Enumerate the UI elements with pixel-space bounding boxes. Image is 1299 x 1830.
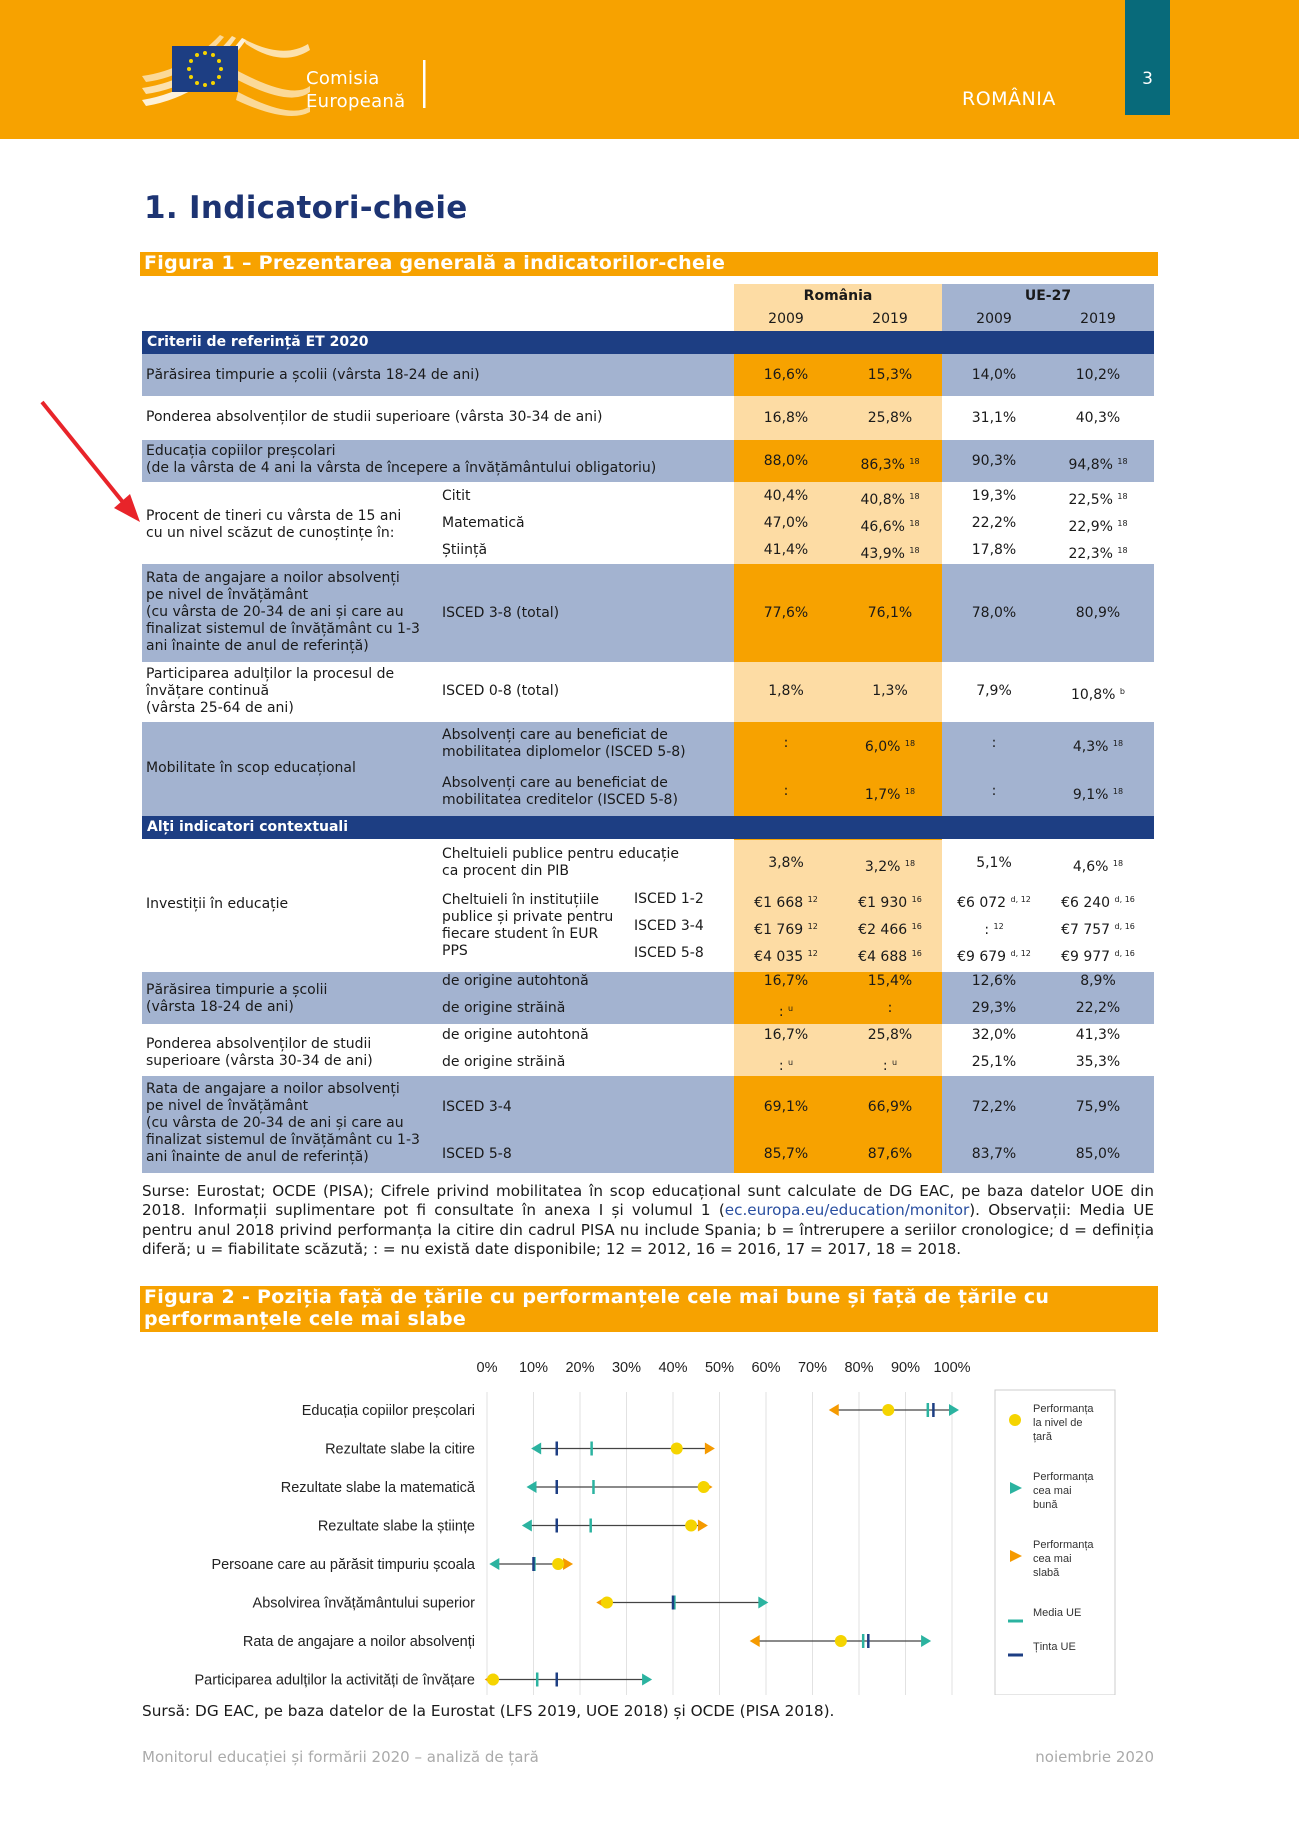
- col-romania: România: [803, 288, 873, 304]
- cell: : $^{12}$: [984, 922, 1004, 938]
- row-label: Investiții în educație: [146, 896, 289, 912]
- figure2-title: Figura 2 - Poziția față de țările cu performanțele cele mai bune și față de țările cu performanțele cele mai slabe: [140, 1286, 1158, 1332]
- cell: 4,6% $^{18}$: [1072, 859, 1124, 875]
- row-label: Părăsirea timpurie a școlii (vârsta 18-24 de ani): [146, 367, 480, 383]
- cell: 10,8% $^b$: [1070, 687, 1125, 703]
- sub-label: mobilitatea diplomelor (ISCED 5-8): [442, 744, 686, 760]
- row-label: pe nivel de învățământ: [146, 1098, 309, 1114]
- benchmark-position-chart: [130, 1350, 1130, 1695]
- cell: 72,2%: [971, 1099, 1017, 1115]
- cell: 47,0%: [763, 515, 809, 531]
- sub-label: Absolvenți care au beneficiat de: [442, 775, 668, 791]
- row-label: ani înainte de anul de referință): [146, 1149, 369, 1165]
- cell: 17,8%: [971, 542, 1017, 558]
- best-performance-marker: [921, 1635, 931, 1647]
- sub-label: de origine autohtonă: [442, 1027, 589, 1043]
- cell: 90,3%: [971, 453, 1017, 469]
- row-label: finalizat sistemul de învățământ cu 1-3: [146, 621, 420, 637]
- cell: 77,6%: [763, 605, 809, 621]
- cell: 22,2%: [971, 515, 1017, 531]
- row-label: Participarea adulților la procesul de: [146, 666, 395, 682]
- row-label: (de la vârsta de 4 ani la vârsta de începere a învățământului obligatoriu): [146, 460, 657, 476]
- cell: 25,8%: [867, 410, 913, 426]
- category-label: Absolvirea învățământului superior: [252, 1595, 475, 1612]
- country-performance-dot: [882, 1404, 894, 1416]
- sub-label: ca procent din PIB: [442, 863, 570, 879]
- cell: 32,0%: [971, 1027, 1017, 1043]
- row-label: Ponderea absolvenților de studii superioare (vârsta 30-34 de ani): [146, 409, 603, 425]
- legend-label: cea mai: [1033, 1485, 1072, 1497]
- country-label: ROMÂNIA: [962, 88, 1056, 110]
- country-performance-dot: [835, 1635, 847, 1647]
- cell: 22,3% $^{18}$: [1068, 546, 1128, 562]
- sub-label: ISCED 3-8 (total): [442, 605, 560, 621]
- legend-label: Performanța: [1033, 1471, 1094, 1483]
- legend-label: la nivel de: [1033, 1417, 1083, 1429]
- category-label: Persoane care au părăsit timpuriu școala: [211, 1557, 475, 1573]
- cell: 3,8%: [768, 855, 804, 871]
- best-performance-marker: [531, 1443, 541, 1455]
- country-performance-dot: [685, 1520, 697, 1532]
- sub-label: de origine străină: [442, 1000, 566, 1016]
- cell: 46,6% $^{18}$: [860, 519, 920, 535]
- cell: 1,7% $^{18}$: [864, 787, 916, 803]
- cell: : $^u$: [778, 1004, 794, 1020]
- legend-label: Media UE: [1033, 1607, 1082, 1619]
- sub-label: Știință: [442, 542, 488, 558]
- best-performance-marker: [522, 1520, 532, 1532]
- cell: 16,7%: [763, 973, 809, 989]
- sub-label: Citit: [442, 488, 471, 504]
- cell: 35,3%: [1075, 1054, 1121, 1070]
- cell: 83,7%: [971, 1146, 1017, 1162]
- sub-label: ISCED 3-4: [442, 1099, 512, 1115]
- annotation-arrow-icon: [38, 398, 148, 526]
- isced-label: ISCED 5-8: [634, 945, 704, 961]
- cell: 6,0% $^{18}$: [864, 739, 916, 755]
- legend-label: cea mai: [1033, 1553, 1072, 1565]
- worst-performance-marker: [698, 1520, 708, 1532]
- cell: : $^u$: [778, 1058, 794, 1074]
- cell: 15,4%: [867, 973, 913, 989]
- cell: 31,1%: [971, 410, 1017, 426]
- x-tick-label: 90%: [890, 1360, 921, 1376]
- sub-label: PPS: [442, 943, 468, 959]
- isced-label: ISCED 1-2: [634, 891, 704, 907]
- cell: 16,7%: [763, 1027, 809, 1043]
- x-tick-label: 80%: [844, 1360, 874, 1376]
- cell: 88,0%: [763, 453, 809, 469]
- cell: 16,8%: [763, 410, 809, 426]
- sub-label: Matematică: [442, 515, 525, 531]
- cell: :: [991, 735, 997, 751]
- sub-label: publice și private pentru: [442, 909, 614, 925]
- cell: 40,3%: [1075, 410, 1121, 426]
- legend-label: țară: [1033, 1431, 1052, 1443]
- cell: 66,9%: [867, 1099, 913, 1115]
- figure2-source: Sursă: DG EAC, pe baza datelor de la Eurostat (LFS 2019, UOE 2018) și OCDE (PISA 2018).: [142, 1702, 835, 1720]
- row-label: finalizat sistemul de învățământ cu 1-3: [146, 1132, 420, 1148]
- cell: €6 072 $^{d, 12}$: [957, 895, 1031, 911]
- row-label: (vârsta 25-64 de ani): [146, 700, 294, 716]
- sub-label: de origine străină: [442, 1054, 566, 1070]
- cell: 75,9%: [1075, 1099, 1121, 1115]
- x-tick-label: 60%: [751, 1360, 781, 1376]
- cell: 12,6%: [971, 973, 1017, 989]
- x-tick-label: 30%: [611, 1360, 642, 1376]
- cell: 29,3%: [971, 1000, 1017, 1016]
- legend-label: Performanța: [1033, 1539, 1094, 1551]
- sub-label: ISCED 0-8 (total): [442, 683, 560, 699]
- row-label: Mobilitate în scop educațional: [146, 760, 356, 776]
- cell: :: [887, 1000, 893, 1016]
- best-performance-marker: [527, 1481, 537, 1493]
- cell: 76,1%: [867, 605, 913, 621]
- col-year: 2019: [872, 311, 908, 327]
- sub-label: Absolvenți care au beneficiat de: [442, 727, 668, 743]
- row-label: (cu vârsta de 20-34 de ani și care au: [146, 1115, 404, 1131]
- cell: 15,3%: [867, 367, 913, 383]
- figure1-title: Figura 1 – Prezentarea generală a indicatorilor-cheie: [140, 252, 1158, 276]
- footer-title: Monitorul educației și formării 2020 – analiză de țară: [142, 1748, 539, 1766]
- x-tick-label: 40%: [658, 1360, 688, 1376]
- legend-label: Ținta UE: [1033, 1641, 1076, 1653]
- sub-label: fiecare student în EUR: [442, 926, 599, 942]
- row-label: ani înainte de anul de referință): [146, 638, 369, 654]
- cell: 94,8% $^{18}$: [1068, 457, 1128, 473]
- cell: 25,8%: [867, 1027, 913, 1043]
- figure1-sources: Surse: Eurostat; OCDE (PISA); Cifrele privind mobilitatea în scop educațional sunt calculate de DG EAC, pe baza datelor UOE din 2018. Informații suplimentare pot fi consultate în anexa I și volumul 1 (ec.europa.eu/education/monitor). Observații: Media UE pentru anul 2018 privind performanța la citire din cadrul PISA nu include Spania; b = întrerupere a seriilor cronologice; d = definiția diferă; u = fiabilitate scăzută; : = nu există date disponibile; 12 = 2012, 16 = 2016, 17 = 2017, 18 = 2018.: [142, 1182, 1154, 1258]
- category-label: Rezultate slabe la citire: [325, 1441, 475, 1458]
- row-label: Părăsirea timpurie a școlii: [146, 982, 328, 998]
- footer-date: noiembrie 2020: [1035, 1748, 1154, 1766]
- cell: 8,9%: [1080, 973, 1116, 989]
- cell: €9 977 $^{d, 16}$: [1061, 949, 1135, 965]
- worst-performance-marker: [563, 1558, 573, 1570]
- worst-performance-marker: [750, 1635, 760, 1647]
- category-label: Participarea adulților la activități de învățare: [194, 1672, 475, 1689]
- legend-label: slabă: [1033, 1567, 1060, 1579]
- cell: 80,9%: [1075, 605, 1121, 621]
- section-header: Alți indicatori contextuali: [142, 816, 1154, 839]
- worst-performance-marker: [705, 1443, 715, 1455]
- cell: 78,0%: [971, 605, 1017, 621]
- cell: €2 466 $^{16}$: [858, 922, 922, 938]
- row-label: Procent de tineri cu vârsta de 15 ani: [146, 508, 402, 524]
- cell: 40,8% $^{18}$: [860, 492, 920, 508]
- legend-country-icon: [1009, 1414, 1021, 1426]
- isced-label: ISCED 3-4: [634, 918, 704, 934]
- row-label: învățare continuă: [146, 683, 270, 699]
- x-tick-label: 10%: [518, 1360, 549, 1376]
- cell: :: [783, 735, 789, 751]
- sub-label: mobilitatea creditelor (ISCED 5-8): [442, 792, 678, 808]
- cell: 19,3%: [971, 488, 1017, 504]
- best-performance-marker: [489, 1558, 499, 1570]
- country-performance-dot: [552, 1558, 564, 1570]
- country-performance-dot: [698, 1481, 710, 1493]
- cell: 10,2%: [1075, 367, 1121, 383]
- key-indicators-table: [142, 284, 1154, 1173]
- cell: :: [783, 783, 789, 799]
- legend-label: Performanța: [1033, 1403, 1094, 1415]
- category-label: Educația copiilor preșcolari: [301, 1403, 475, 1419]
- cell: 5,1%: [976, 855, 1012, 871]
- best-performance-marker: [642, 1674, 652, 1686]
- cell: €6 240 $^{d, 16}$: [1061, 895, 1135, 911]
- cell: €9 679 $^{d, 12}$: [957, 949, 1031, 965]
- row-label: Educația copiilor preșcolari: [146, 443, 336, 459]
- cell: €1 769 $^{12}$: [754, 922, 818, 938]
- cell: 41,3%: [1075, 1027, 1121, 1043]
- page-number: 3: [1142, 69, 1153, 89]
- x-tick-label: 50%: [704, 1360, 735, 1376]
- best-performance-marker: [758, 1597, 768, 1609]
- section-title: 1. Indicatori-cheie: [144, 190, 468, 226]
- cell: 16,6%: [763, 367, 809, 383]
- legend-label: bună: [1033, 1499, 1058, 1511]
- row-label: Ponderea absolvenților de studii: [146, 1036, 372, 1052]
- cell: €1 668 $^{12}$: [754, 895, 818, 911]
- x-tick-label: 20%: [565, 1360, 595, 1376]
- cell: 85,0%: [1075, 1146, 1121, 1162]
- cell: 3,2% $^{18}$: [864, 859, 916, 875]
- cell: €7 757 $^{d, 16}$: [1061, 922, 1135, 938]
- country-performance-dot: [601, 1597, 613, 1609]
- category-label: Rezultate slabe la matematică: [280, 1480, 475, 1496]
- cell: 22,5% $^{18}$: [1068, 492, 1128, 508]
- x-tick-label: 70%: [797, 1360, 828, 1376]
- col-eu27: UE-27: [1024, 288, 1072, 304]
- x-tick-label: 0%: [476, 1360, 498, 1376]
- cell: 40,4%: [763, 488, 809, 504]
- row-label: pe nivel de învățământ: [146, 587, 309, 603]
- org-name-line2: Europeană: [306, 91, 406, 112]
- cell: 85,7%: [763, 1146, 809, 1162]
- row-label: superioare (vârsta 30-34 de ani): [146, 1053, 373, 1069]
- cell: 4,3% $^{18}$: [1072, 739, 1124, 755]
- sub-label: de origine autohtonă: [442, 973, 589, 989]
- cell: 22,2%: [1075, 1000, 1121, 1016]
- cell: 1,8%: [768, 683, 804, 699]
- cell: 22,9% $^{18}$: [1068, 519, 1128, 535]
- category-label: Rata de angajare a noilor absolvenți: [242, 1634, 475, 1650]
- cell: 25,1%: [971, 1054, 1017, 1070]
- monitor-link[interactable]: ec.europa.eu/education/monitor: [724, 1201, 970, 1220]
- sub-label: Cheltuieli publice pentru educație: [442, 846, 680, 862]
- cell: :: [991, 783, 997, 799]
- page-header: [0, 0, 1299, 139]
- cell: €4 035 $^{12}$: [754, 949, 818, 965]
- worst-performance-marker: [829, 1404, 839, 1416]
- cell: 86,3% $^{18}$: [860, 457, 920, 473]
- col-year: 2009: [976, 311, 1012, 327]
- sub-label: ISCED 5-8: [442, 1146, 512, 1162]
- x-tick-label: 100%: [933, 1360, 971, 1376]
- col-year: 2019: [1080, 311, 1116, 327]
- country-performance-dot: [671, 1443, 683, 1455]
- cell: 7,9%: [976, 683, 1012, 699]
- cell: 1,3%: [872, 683, 908, 699]
- row-label: cu un nivel scăzut de cunoștințe în:: [146, 525, 395, 541]
- col-year: 2009: [768, 311, 804, 327]
- cell: : $^u$: [882, 1058, 898, 1074]
- page-number-box: [1125, 0, 1170, 115]
- cell: 41,4%: [763, 542, 809, 558]
- section-header: Criterii de referință ET 2020: [142, 331, 1154, 354]
- cell: 14,0%: [971, 367, 1017, 383]
- row-label: Rata de angajare a noilor absolvenți: [146, 1081, 400, 1097]
- row-label: Rata de angajare a noilor absolvenți: [146, 570, 400, 586]
- row-label: (vârsta 18-24 de ani): [146, 999, 294, 1015]
- sub-label: Cheltuieli în instituțiile: [442, 892, 600, 908]
- cell: €1 930 $^{16}$: [858, 895, 922, 911]
- category-label: Rezultate slabe la științe: [317, 1518, 475, 1535]
- cell: €4 688 $^{16}$: [858, 949, 922, 965]
- best-performance-marker: [949, 1404, 959, 1416]
- country-performance-dot: [487, 1674, 499, 1686]
- cell: 87,6%: [867, 1146, 913, 1162]
- org-name-line1: Comisia: [306, 68, 380, 89]
- cell: 69,1%: [763, 1099, 809, 1115]
- row-label: (cu vârsta de 20-34 de ani și care au: [146, 604, 404, 620]
- cell: 43,9% $^{18}$: [860, 546, 920, 562]
- cell: 9,1% $^{18}$: [1072, 787, 1124, 803]
